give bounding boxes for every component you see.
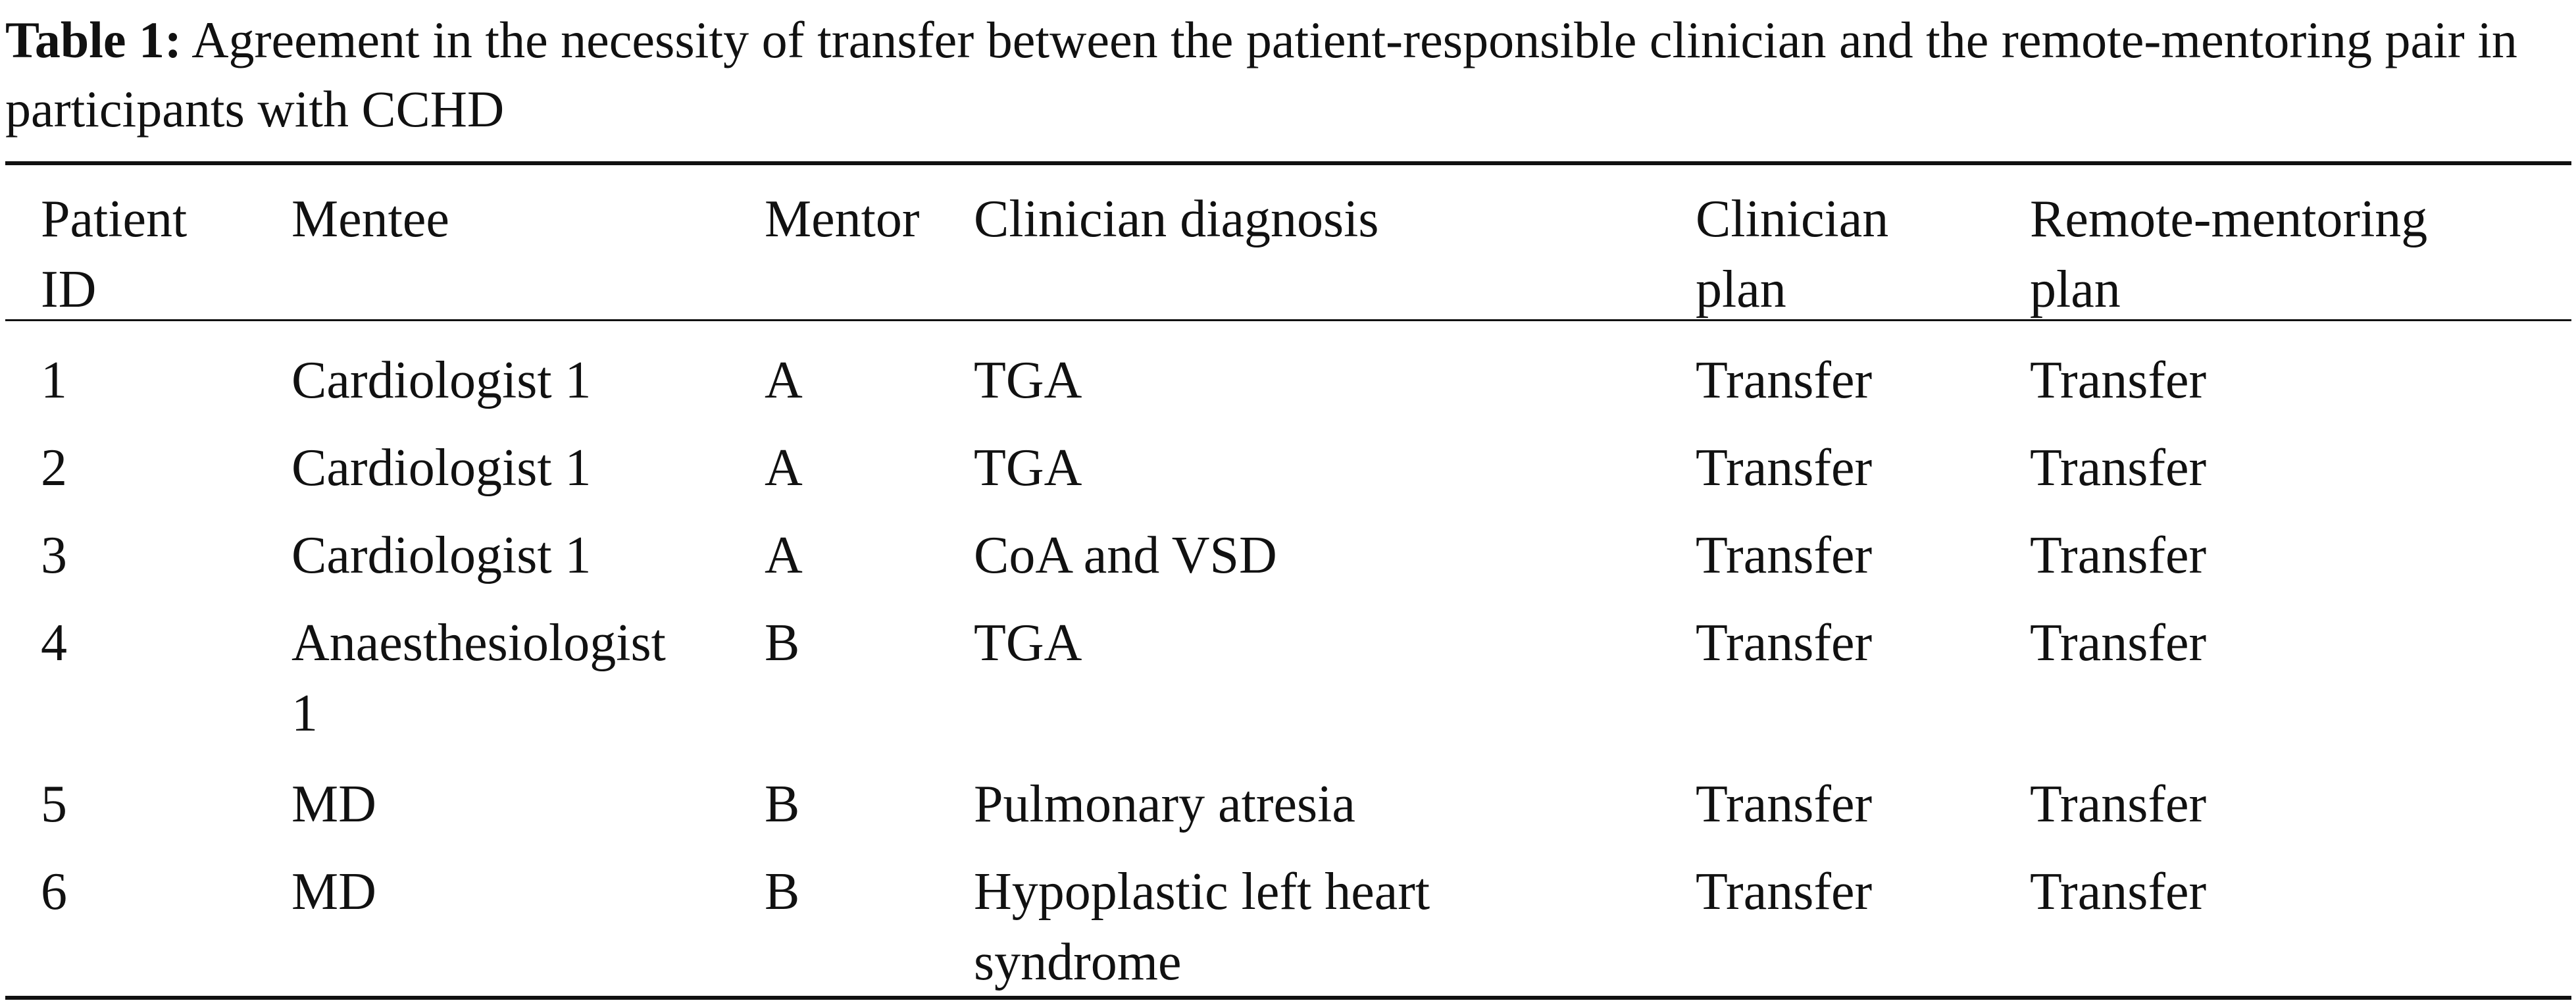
cell-clinician-plan: Transfer	[1696, 351, 1873, 409]
cell-mentee: MD	[291, 863, 376, 921]
header-remote-mentoring-plan: Remote-mentoring plan	[2030, 190, 2428, 319]
cell-mentee: Cardiologist 1	[291, 527, 592, 584]
cell-diagnosis: Hypoplastic left heart syndrome	[974, 863, 1430, 991]
cell-clinician-plan: Transfer	[1696, 439, 1873, 497]
cell-remote-plan: Transfer	[2030, 775, 2207, 833]
cell-patient-id: 1	[41, 351, 67, 409]
header-clinician-diagnosis: Clinician diagnosis	[974, 190, 1379, 248]
cell-mentor: A	[765, 527, 803, 584]
cell-mentor: B	[765, 775, 800, 833]
caption-label: Table 1:	[5, 11, 182, 68]
cell-patient-id: 3	[41, 527, 67, 584]
cell-mentor: A	[765, 351, 803, 409]
cell-clinician-plan: Transfer	[1696, 527, 1873, 584]
header-mentor: Mentor	[765, 190, 920, 248]
cell-diagnosis: TGA	[974, 614, 1082, 672]
cell-remote-plan: Transfer	[2030, 614, 2207, 672]
cell-mentee: Anaesthesiologist 1	[291, 614, 666, 742]
cell-mentee: MD	[291, 775, 376, 833]
cell-patient-id: 6	[41, 863, 67, 921]
cell-clinician-plan: Transfer	[1696, 863, 1873, 921]
table-caption	[5, 5, 2565, 143]
cell-mentee: Cardiologist 1	[291, 439, 592, 497]
cell-remote-plan: Transfer	[2030, 439, 2207, 497]
cell-patient-id: 5	[41, 775, 67, 833]
cell-diagnosis: Pulmonary atresia	[974, 775, 1355, 833]
cell-remote-plan: Transfer	[2030, 863, 2207, 921]
cell-diagnosis: TGA	[974, 439, 1082, 497]
header-mentee: Mentee	[291, 190, 449, 248]
cell-diagnosis: CoA and VSD	[974, 527, 1277, 584]
cell-mentee: Cardiologist 1	[291, 351, 592, 409]
cell-clinician-plan: Transfer	[1696, 614, 1873, 672]
header-clinician-plan: Clinician plan	[1696, 190, 1889, 319]
cell-patient-id: 2	[41, 439, 67, 497]
header-rule	[5, 319, 2571, 321]
cell-diagnosis: TGA	[974, 351, 1082, 409]
cell-clinician-plan: Transfer	[1696, 775, 1873, 833]
cell-remote-plan: Transfer	[2030, 351, 2207, 409]
cell-mentor: B	[765, 614, 800, 672]
header-patient-id: Patient ID	[41, 190, 188, 319]
cell-mentor: B	[765, 863, 800, 921]
cell-mentor: A	[765, 439, 803, 497]
cell-remote-plan: Transfer	[2030, 527, 2207, 584]
bottom-rule	[5, 996, 2571, 1000]
cell-patient-id: 4	[41, 614, 67, 672]
caption-text: Agreement in the necessity of transfer between the patient-responsible clinician and the remote-mentoring pair in participants with CCHD	[5, 11, 2517, 138]
top-rule	[5, 161, 2571, 165]
